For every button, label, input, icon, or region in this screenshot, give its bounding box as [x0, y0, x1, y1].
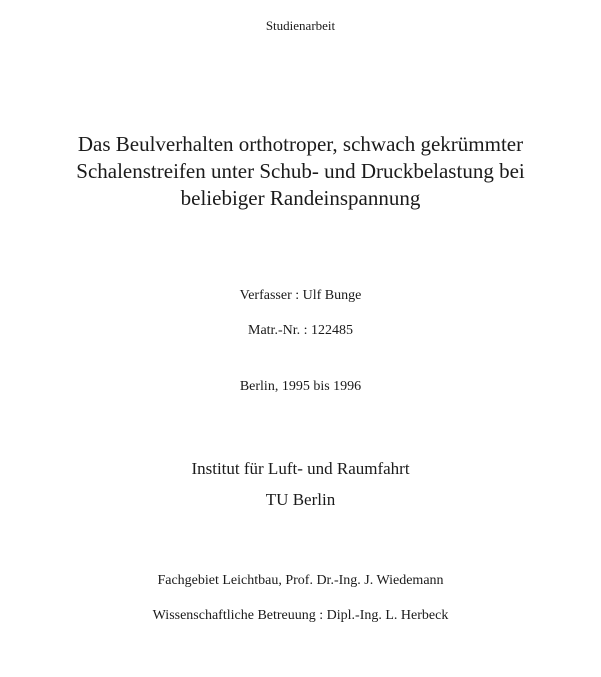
place-date-line: Berlin, 1995 bis 1996: [239, 379, 362, 394]
matriculation-line: Matr.-Nr. : 122485: [248, 323, 353, 338]
title-line-2: Schalenstreifen unter Schub- und Druckbelastung bei: [76, 159, 525, 183]
department-line: Fachgebiet Leichtbau, Prof. Dr.-Ing. J. Wiedemann: [157, 573, 444, 588]
title-line-3: beliebiger Randeinspannung: [180, 186, 421, 210]
institute-name: Institut für Luft- und Raumfahrt: [191, 459, 410, 478]
university-name: TU Berlin: [265, 490, 336, 509]
title-line-1: Das Beulverhalten orthotroper, schwach gekrümmter: [77, 132, 524, 156]
author-line: Verfasser : Ulf Bunge: [239, 288, 362, 303]
document-type-label: Studienarbeit: [265, 18, 336, 33]
supervision-line: Wissenschaftliche Betreuung : Dipl.-Ing. L. Herbeck: [152, 608, 449, 623]
